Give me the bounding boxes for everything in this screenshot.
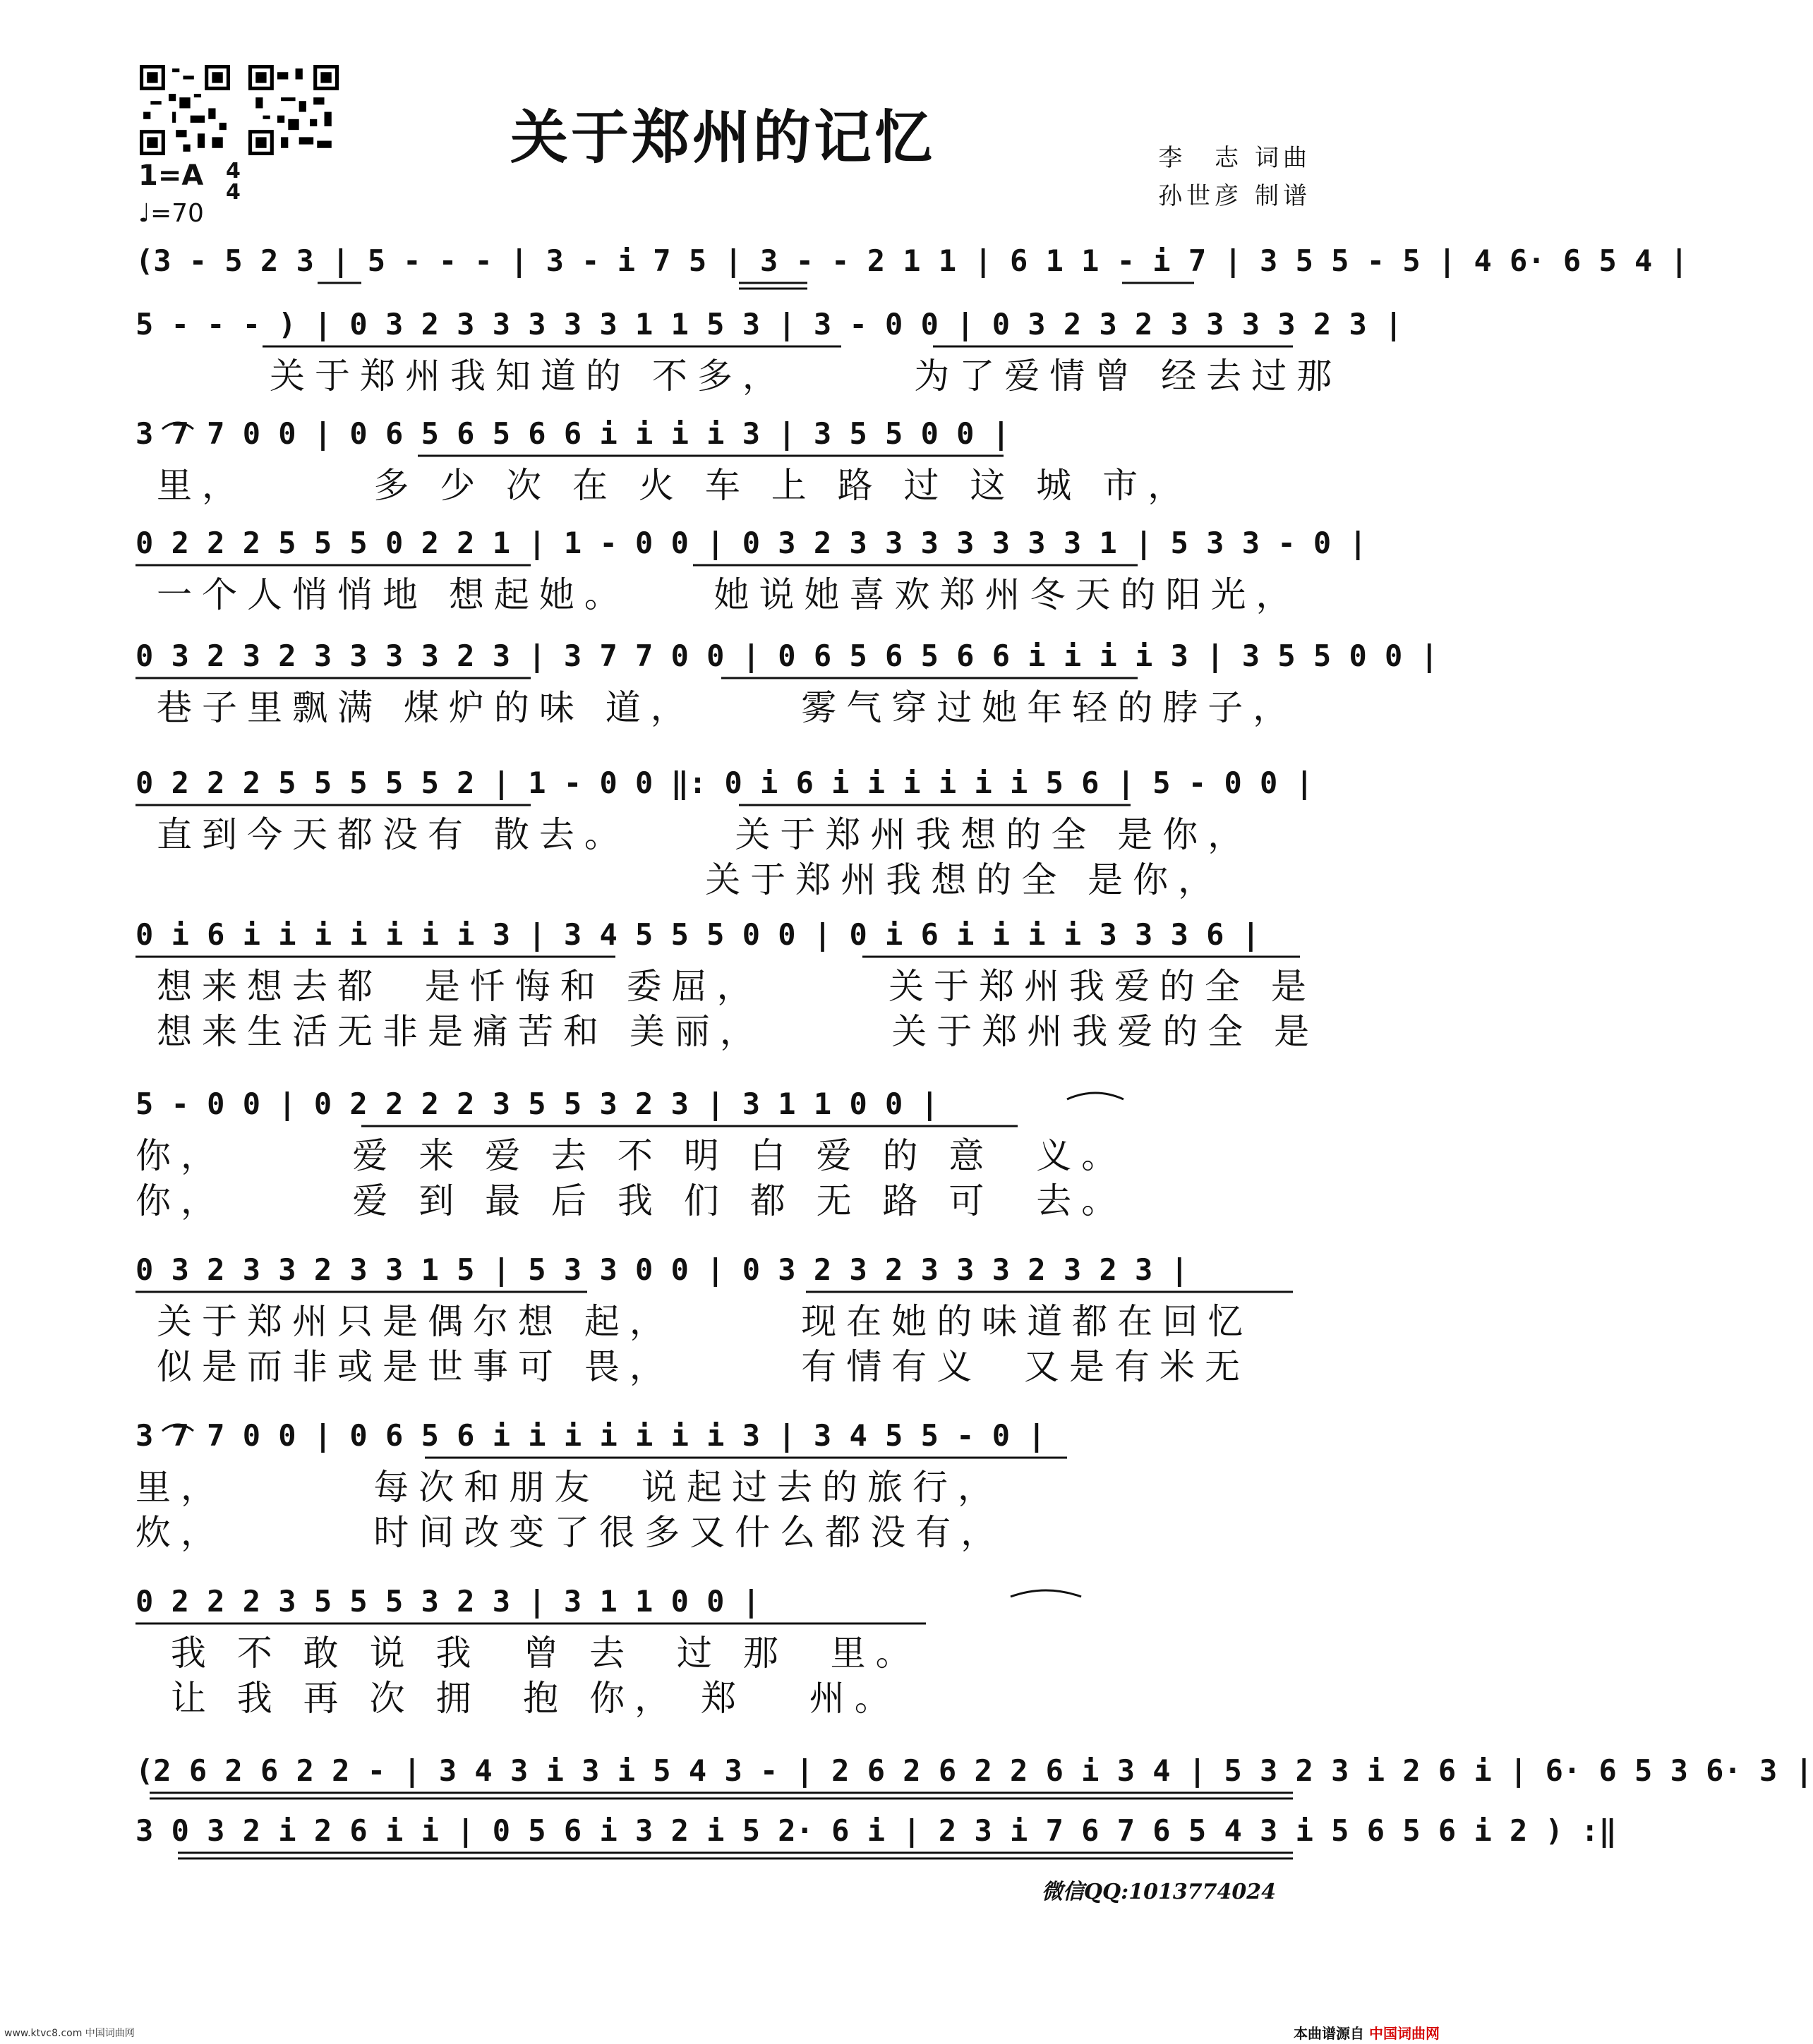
footer-source-prefix: 本曲谱源自 (1294, 2025, 1365, 2042)
time-signature-bottom: 4 (226, 180, 241, 205)
notation-line: 0 3 2 3 2 3 3 3 3 2 3 | 3 7 7 0 0 | 0 6 5 6 5 6 6 i i i i 3 | 3 5 5 0 0 | (135, 639, 1438, 673)
score-system (135, 243, 1688, 300)
score-system (135, 1584, 1307, 1725)
score-system (135, 416, 1307, 515)
notation-line: (3 - 5 2 3 | 5 - - - | 3 - i 7 5 | 3 - - 2 1 1 | 6 1 1 - i 7 | 3 5 5 - 5 | 4 6· 6 5 4 | (135, 243, 1688, 278)
lyric-verse-2: 你， 爱 到 最 后 我 们 都 无 路 可 去。 (135, 1180, 1127, 1221)
notation-line: 3 7 7 0 0 | 0 6 5 6 i i i i i i i 3 | 3 4 5 5 - 0 | (135, 1418, 1046, 1453)
lyric-verse-1: 里， 每次和朋友 说起过去的旅行， (135, 1467, 1004, 1508)
footer-brand-link[interactable]: 中国词曲网 (1369, 2025, 1440, 2042)
time-signature (226, 161, 241, 203)
arranger-credit: 孙世彦 制谱 (1158, 182, 1311, 210)
lyric-verse-2: 让 我 再 次 拥 抱 你， 郑 州。 (150, 1678, 900, 1719)
lyric-verse-2: 似是而非或是世事可 畏， 有情有义 又是有米无 (157, 1346, 1251, 1387)
score-system (135, 1753, 1813, 1810)
lyricist-composer-credit: 李 志 词曲 (1158, 144, 1311, 172)
notation-line: 0 2 2 2 5 5 5 0 2 2 1 | 1 - 0 0 | 0 3 2 3 3 3 3 3 3 3 1 | 5 3 3 - 0 | (135, 526, 1367, 560)
wechat-qq-contact: 微信QQ:1013774024 (1041, 1880, 1276, 1904)
lyric-verse-1: 巷子里飘满 煤炉的味 道， 雾气穿过她年轻的脖子， (157, 687, 1299, 728)
lyric-verse-1: 想来想去都 是忏悔和 委屈， 关于郑州我爱的全 是 (157, 966, 1316, 1007)
score-system (135, 1813, 1617, 1870)
notation-line: 0 3 2 3 3 2 3 3 1 5 | 5 3 3 0 0 | 0 3 2 3 2 3 3 3 2 3 2 3 | (135, 1252, 1188, 1287)
notation-line: 5 - - - ) | 0 3 2 3 3 3 3 3 1 1 5 3 | 3 - 0 0 | 0 3 2 3 2 3 3 3 3 2 3 | (135, 307, 1403, 341)
footer-site-credit: www.ktvc8.com 中国词曲网 (4, 2028, 135, 2039)
score-system (135, 917, 1320, 1058)
score-system (135, 766, 1313, 907)
score-system (135, 1087, 1307, 1228)
song-title: 关于郑州的记忆 (510, 104, 935, 171)
notation-line: 5 - 0 0 | 0 2 2 2 2 3 5 5 3 2 3 | 3 1 1 0 0 | (135, 1087, 939, 1121)
lyric-verse-1: 直到今天都没有 散去。 关于郑州我想的全 是你， (157, 814, 1253, 855)
score-system (135, 526, 1367, 624)
time-signature-top: 4 (226, 159, 241, 183)
score-system (135, 1252, 1307, 1393)
lyric-verse-1: 里， 多 少 次 在 火 车 上 路 过 这 城 市， (157, 465, 1193, 506)
footer-source (1294, 2022, 1440, 2043)
notation-line: 0 2 2 2 3 5 5 5 3 2 3 | 3 1 1 0 0 | (135, 1584, 761, 1619)
key-signature: 1=A (138, 159, 204, 192)
notation-line: (2 6 2 6 2 2 - | 3 4 3 i 3 i 5 4 3 - | 2 6 2 6 2 2 6 i 3 4 | 5 3 2 3 i 2 6 i | 6· 6 5 3 6· 3 | (135, 1753, 1813, 1788)
lyric-verse-2: 关于郑州我想的全 是你， (157, 859, 1224, 900)
notation-line: 0 2 2 2 5 5 5 5 5 2 | 1 - 0 0 ‖: 0 i 6 i i i i i i 5 6 | 5 - 0 0 | (135, 766, 1313, 800)
lyric-verse-1: 你， 爱 来 爱 去 不 明 白 爱 的 意 义。 (135, 1135, 1127, 1176)
tempo-marking: ♩=70 (138, 199, 204, 228)
lyric-verse-1: 关于郑州我知道的 不多， 为了爱情曾 经去过那 (270, 356, 1342, 397)
notation-line: 3 7 7 0 0 | 0 6 5 6 5 6 6 i i i i 3 | 3 5 5 0 0 | (135, 416, 1011, 451)
lyric-verse-2: 想来生活无非是痛苦和 美丽， 关于郑州我爱的全 是 (157, 1011, 1320, 1052)
lyric-verse-1: 一个人悄悄地 想起她。 她说她喜欢郑州冬天的阳光， (157, 574, 1301, 615)
notation-line: 3 0 3 2 i 2 6 i i | 0 5 6 i 3 2 i 5 2· 6 i | 2 3 i 7 6 7 6 5 4 3 i 5 6 5 6 i 2 ) :‖ (135, 1813, 1617, 1848)
lyric-verse-2: 炊， 时间改变了很多又什么都没有， (135, 1512, 1006, 1553)
score-system (135, 639, 1438, 737)
score-system (135, 1418, 1307, 1559)
lyric-verse-1: 关于郑州只是偶尔想 起， 现在她的味道都在回忆 (157, 1301, 1253, 1342)
lyric-verse-1: 我 不 敢 说 我 曾 去 过 那 里。 (150, 1633, 921, 1674)
notation-line: 0 i 6 i i i i i i i 3 | 3 4 5 5 5 0 0 | 0 i 6 i i i i 3 3 3 6 | (135, 917, 1260, 952)
score-system (135, 307, 1403, 406)
